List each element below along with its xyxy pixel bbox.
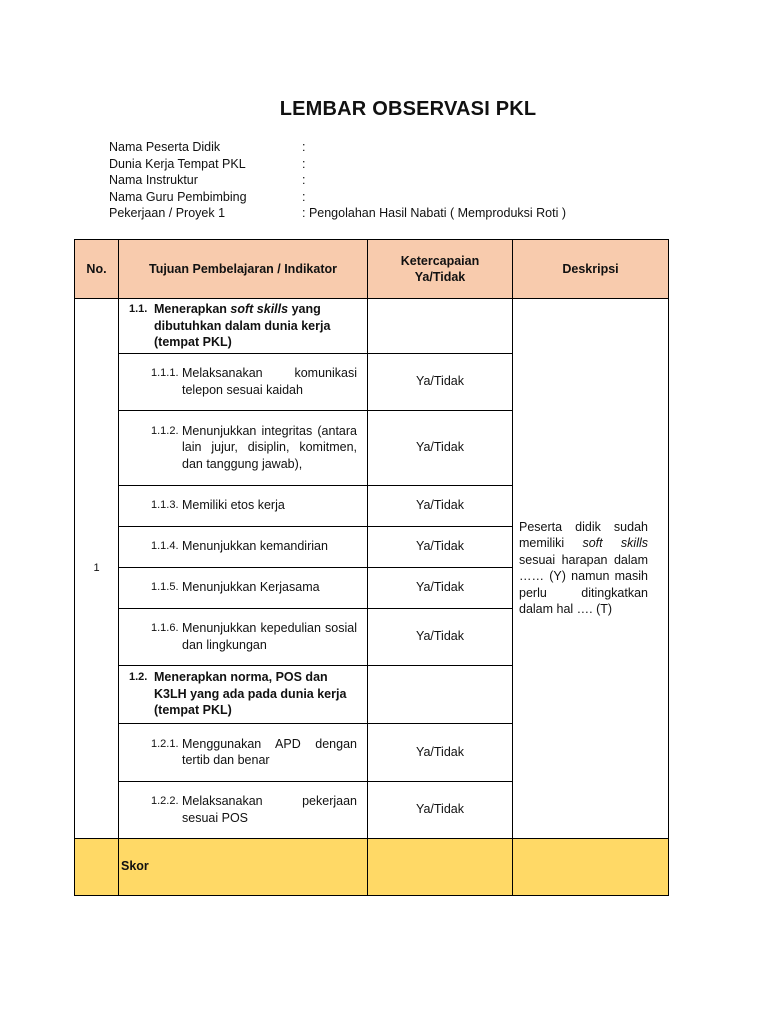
indicator-number: 1.1.5. [151,581,179,594]
section-number: 1.2. [129,671,148,684]
observation-table [74,239,669,896]
ketercapaian-value[interactable]: Ya/Tidak [368,353,513,410]
section-text: Menerapkan soft skills yang dibutuhkan dalam dunia kerja (tempat PKL) [154,302,331,349]
info-value: : [302,189,306,204]
ketercapaian-value[interactable]: Ya/Tidak [368,485,513,526]
ketercapaian-value[interactable]: Ya/Tidak [368,526,513,567]
info-value: : [302,156,306,171]
indicator-number: 1.1.6. [151,622,179,634]
info-label: Nama Guru Pembimbing [109,189,247,204]
info-value: : [302,173,306,188]
indicator-cell [119,608,368,665]
indicator-number: 1.1.3. [151,499,179,512]
info-label: Nama Instruktur [109,173,198,188]
info-row-pekerjaan [109,205,566,222]
indicator-cell [119,353,368,410]
header-tujuan: Tujuan Pembelajaran / Indikator [119,240,368,299]
skor-ketercapaian-cell[interactable] [368,838,513,895]
skor-row [75,838,669,895]
indicator-number: 1.1.4. [151,540,179,553]
info-value: : [302,140,306,154]
indicator-text: Menunjukkan Kerjasama [182,580,320,595]
section-text: Menerapkan norma, POS dan K3LH yang ada pada dunia kerja (tempat PKL) [154,670,347,718]
info-label: Nama Peserta Didik [109,140,221,154]
skor-deskripsi-cell[interactable] [513,838,669,895]
section-ketercapaian-empty[interactable] [368,299,513,354]
section-ketercapaian-empty[interactable] [368,665,513,723]
skor-no-empty [75,838,119,895]
description-text: Peserta didik sudah memiliki soft skills sesuai harapan dalam …… (Y) namun masih perlu ditingkatkan dalam hal …. (T) [519,519,648,617]
section-cell [119,299,368,354]
indicator-text: Menggunakan APD dengan tertib dan benar [182,736,357,767]
page-title: LEMBAR OBSERVASI PKL [279,98,537,120]
indicator-text: Menunjukkan integritas (antara lain jujur, disiplin, komitmen, dan tanggung jawab), [182,423,357,471]
header-no: No. [75,240,119,299]
indicator-cell [119,781,368,838]
info-row-nama-peserta [109,139,566,156]
section-cell [119,665,368,723]
header-ketercapaian-label: Ketercapaian Ya/Tidak [400,253,480,284]
indicator-text: Menunjukkan kepedulian sosial dan lingkungan [182,621,357,652]
description-cell[interactable] [513,299,669,839]
table-row-section [75,299,669,354]
indicator-cell [119,723,368,781]
ketercapaian-value[interactable]: Ya/Tidak [368,410,513,485]
indicator-text: Melaksanakan komunikasi telepon sesuai kaidah [182,366,357,397]
indicator-cell [119,485,368,526]
section-number: 1.1. [129,303,148,315]
ketercapaian-value[interactable]: Ya/Tidak [368,567,513,608]
ketercapaian-value[interactable]: Ya/Tidak [368,781,513,838]
row-number: 1 [75,299,119,839]
indicator-number: 1.2.1. [151,737,179,750]
indicator-number: 1.1.1. [151,367,179,379]
info-row-dunia-kerja [109,156,566,173]
header-deskripsi: Deskripsi [513,240,669,299]
info-row-instruktur [109,172,566,189]
indicator-cell [119,526,368,567]
ketercapaian-value[interactable]: Ya/Tidak [368,723,513,781]
indicator-text: Menunjukkan kemandirian [182,539,328,554]
info-label: Dunia Kerja Tempat PKL [109,156,246,171]
skor-label: Skor [119,838,368,895]
indicator-cell [119,567,368,608]
info-value: : Pengolahan Hasil Nabati ( Memproduksi Roti ) [302,206,567,221]
indicator-text: Memiliki etos kerja [182,498,285,513]
indicator-number: 1.1.2. [151,424,179,437]
info-label: Pekerjaan / Proyek 1 [109,206,226,221]
indicator-text: Melaksanakan pekerjaan sesuai POS [182,794,357,825]
table-header-row [75,240,669,299]
ketercapaian-value[interactable]: Ya/Tidak [368,608,513,665]
info-row-guru-pembimbing [109,189,566,206]
header-ketercapaian [368,240,513,299]
indicator-number: 1.2.2. [151,795,179,807]
indicator-cell [119,410,368,485]
student-info-block [109,139,566,222]
